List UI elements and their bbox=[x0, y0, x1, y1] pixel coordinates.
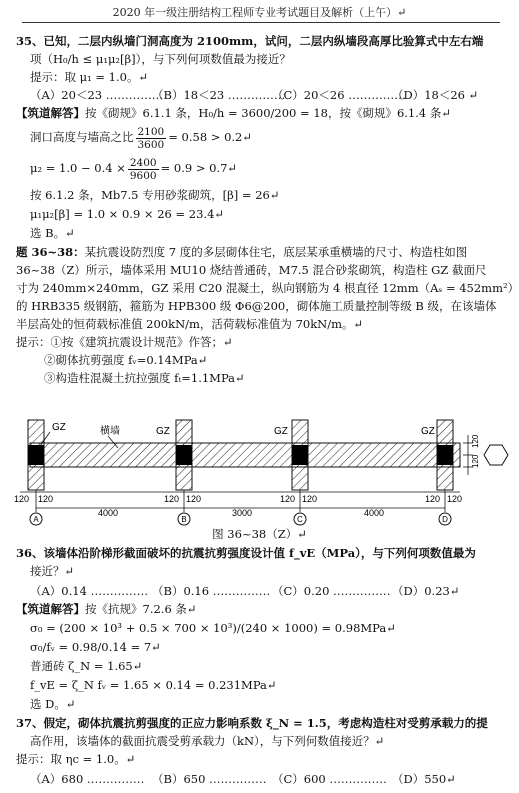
q36-answer-line1: 【筑道解答】按《抗规》7.2.6 条↵ bbox=[16, 602, 197, 616]
q35-option-d: （D）18＜26 ↵ bbox=[392, 88, 479, 102]
q37-line1: 37、假定，砌体抗震抗剪强度的正应力影响系数 ξ_N = 1.5，考虑构造柱对受剪承载力的提 bbox=[16, 716, 488, 730]
axis-label-d: D bbox=[442, 515, 448, 524]
q35-answer-line2: 洞口高度与墙高之比 $\frac{2100}{3600}$ = 0.58 > 0.2↵ bbox=[30, 125, 253, 151]
q35-line2: 项（H₀/h ≤ μ₁μ₂[β]），与下列何项数值最为接近？ bbox=[30, 52, 291, 66]
q36-38-line2: 36~38（Z）所示，墙体采用 MU10 烧结普通砖，M7.5 混合砂浆砌筑，构造柱 GZ 截面尺 bbox=[16, 263, 487, 277]
page-header: 2020 年一级注册结构工程师专业考试题目及解析（上午）↵ bbox=[112, 6, 407, 19]
q35-option-a: （A）20＜23 …………… bbox=[30, 88, 164, 102]
dim-120-7: 120 bbox=[425, 494, 441, 504]
q36-38-hint3: ③构造柱混凝土抗拉强度 fₜ=1.1MPa↵ bbox=[44, 371, 245, 385]
dim-120-1: 120 bbox=[14, 494, 30, 504]
gz-label-a: GZ bbox=[52, 422, 66, 433]
q36-option-c: （C）0.20 …………… bbox=[272, 584, 391, 598]
gz-core-a bbox=[28, 445, 44, 465]
wall-plan-figure bbox=[0, 390, 519, 526]
dim-120-6: 120 bbox=[302, 494, 318, 504]
q35-answer-line1: 【筑道解答】按《砌规》6.1.1 条，H₀/h = 3600/200 = 18，按《砌规》6.1.4 条↵ bbox=[16, 106, 452, 120]
gz-label-b: GZ bbox=[156, 426, 170, 437]
q36-answer-line5: f_vE = ζ_N fᵥ = 1.65 × 0.14 = 0.231MPa↵ bbox=[30, 678, 277, 692]
axis-label-a: A bbox=[33, 515, 39, 524]
dim-120-8: 120 bbox=[447, 494, 463, 504]
wall-label: 横墙 bbox=[100, 426, 120, 437]
q37-line2: 高作用，该墙体的截面抗震受剪承载力（kN），与下列何数值接近？↵ bbox=[30, 734, 385, 748]
q36-option-b: （B）0.16 …………… bbox=[152, 584, 271, 598]
q37-option-d: （D）550↵ bbox=[392, 772, 456, 786]
q36-38-line4: 的 HRB335 级钢筋，箍筋为 HPB300 级 Φ6@200，砌体施工质量控制等级 B 级，在该墙体 bbox=[16, 299, 497, 313]
dim-120-5: 120 bbox=[280, 494, 296, 504]
q37-option-b: （B）650 …………… bbox=[152, 772, 267, 786]
q36-option-d: （D）0.23↵ bbox=[392, 584, 460, 598]
right-dim-120-top: 120 bbox=[471, 434, 480, 448]
q35-answer-line3: μ₂ = 1.0 − 0.4 × $\frac{2400}{9600}$ = 0.9 > 0.7↵ bbox=[30, 156, 238, 182]
q36-38-line5: 半层高处的恒荷载标准值 200kN/m，活荷载标准值为 70kN/m。↵ bbox=[16, 317, 364, 331]
header-rule bbox=[22, 22, 500, 23]
gz-label-c: GZ bbox=[274, 426, 288, 437]
q35-answer-line5: μ₁μ₂[β] = 1.0 × 0.9 × 26 = 23.4↵ bbox=[30, 207, 225, 221]
dim-span-bc: 3000 bbox=[232, 508, 253, 518]
q36-answer-line6: 选 D。↵ bbox=[30, 697, 76, 711]
dim-120-3: 120 bbox=[164, 494, 180, 504]
dim-120-2: 120 bbox=[38, 494, 54, 504]
q36-answer-line3: σ₀/fᵥ = 0.98/0.14 = 7↵ bbox=[30, 640, 161, 654]
q36-38-line3: 寸为 240mm×240mm，GZ 采用 C20 混凝土，纵向钢筋为 4 根直径 12mm（Aₛ = 452mm²） bbox=[16, 281, 519, 295]
gz-label-d: GZ bbox=[421, 426, 435, 437]
q35-answer-line6: 选 B。↵ bbox=[30, 226, 75, 240]
gz-core-c bbox=[292, 445, 308, 465]
dim-120-4: 120 bbox=[186, 494, 202, 504]
gz-core-b bbox=[176, 445, 192, 465]
q35-answer-line4: 按 6.1.2 条，Mb7.5 专用砂浆砌筑，[β] = 26↵ bbox=[30, 188, 280, 202]
q37-option-c: （C）600 …………… bbox=[272, 772, 387, 786]
q35-hint: 提示：取 μ₁ = 1.0。↵ bbox=[30, 70, 149, 84]
q36-line1: 36、该墙体沿阶梯形截面破坏的抗震抗剪强度设计值 f_vE（MPa），与下列何项数值最为 bbox=[16, 546, 476, 560]
q35-line1: 35、已知，二层内纵墙门洞高度为 2100mm，试问，二层内纵墙段高厚比验算式中左右端 bbox=[16, 34, 484, 48]
q35-option-c: （C）20＜26 …………… bbox=[272, 88, 406, 102]
q35-option-b: （B）18＜23 …………… bbox=[152, 88, 286, 102]
q36-line2: 接近？↵ bbox=[30, 564, 75, 578]
figure-caption: 图 36~38（Z）↵ bbox=[212, 527, 307, 541]
wall-band bbox=[30, 443, 460, 467]
right-dim-120-bot: 120 bbox=[471, 454, 480, 468]
axis-label-b: B bbox=[181, 515, 187, 524]
gz-core-d bbox=[437, 445, 453, 465]
answer-label: 【筑道解答】 bbox=[16, 106, 85, 120]
axis-label-c: C bbox=[297, 515, 303, 524]
q37-option-a: （A）680 …………… bbox=[30, 772, 145, 786]
q36-38-line1: 题 36~38：某抗震设防烈度 7 度的多层砌体住宅，底层某承重横墙的尺寸、构造柱如图 bbox=[16, 245, 468, 259]
dim-span-cd: 4000 bbox=[364, 508, 385, 518]
q36-38-hint1: 提示：①按《建筑抗震设计规范》作答；↵ bbox=[16, 335, 233, 349]
axis-hexagon bbox=[484, 445, 508, 465]
q36-option-a: （A）0.14 …………… bbox=[30, 584, 149, 598]
dim-span-ab: 4000 bbox=[98, 508, 119, 518]
q36-answer-line4: 普通砖 ζ_N = 1.65↵ bbox=[30, 659, 143, 673]
q36-38-hint2: ②砌体抗剪强度 fᵥ=0.14MPa↵ bbox=[44, 353, 208, 367]
q37-hint: 提示：取 ηc = 1.0。↵ bbox=[16, 752, 136, 766]
q36-answer-line2: σ₀ = (200 × 10³ + 0.5 × 700 × 10³)/(240 × 1000) = 0.98MPa↵ bbox=[30, 621, 396, 635]
